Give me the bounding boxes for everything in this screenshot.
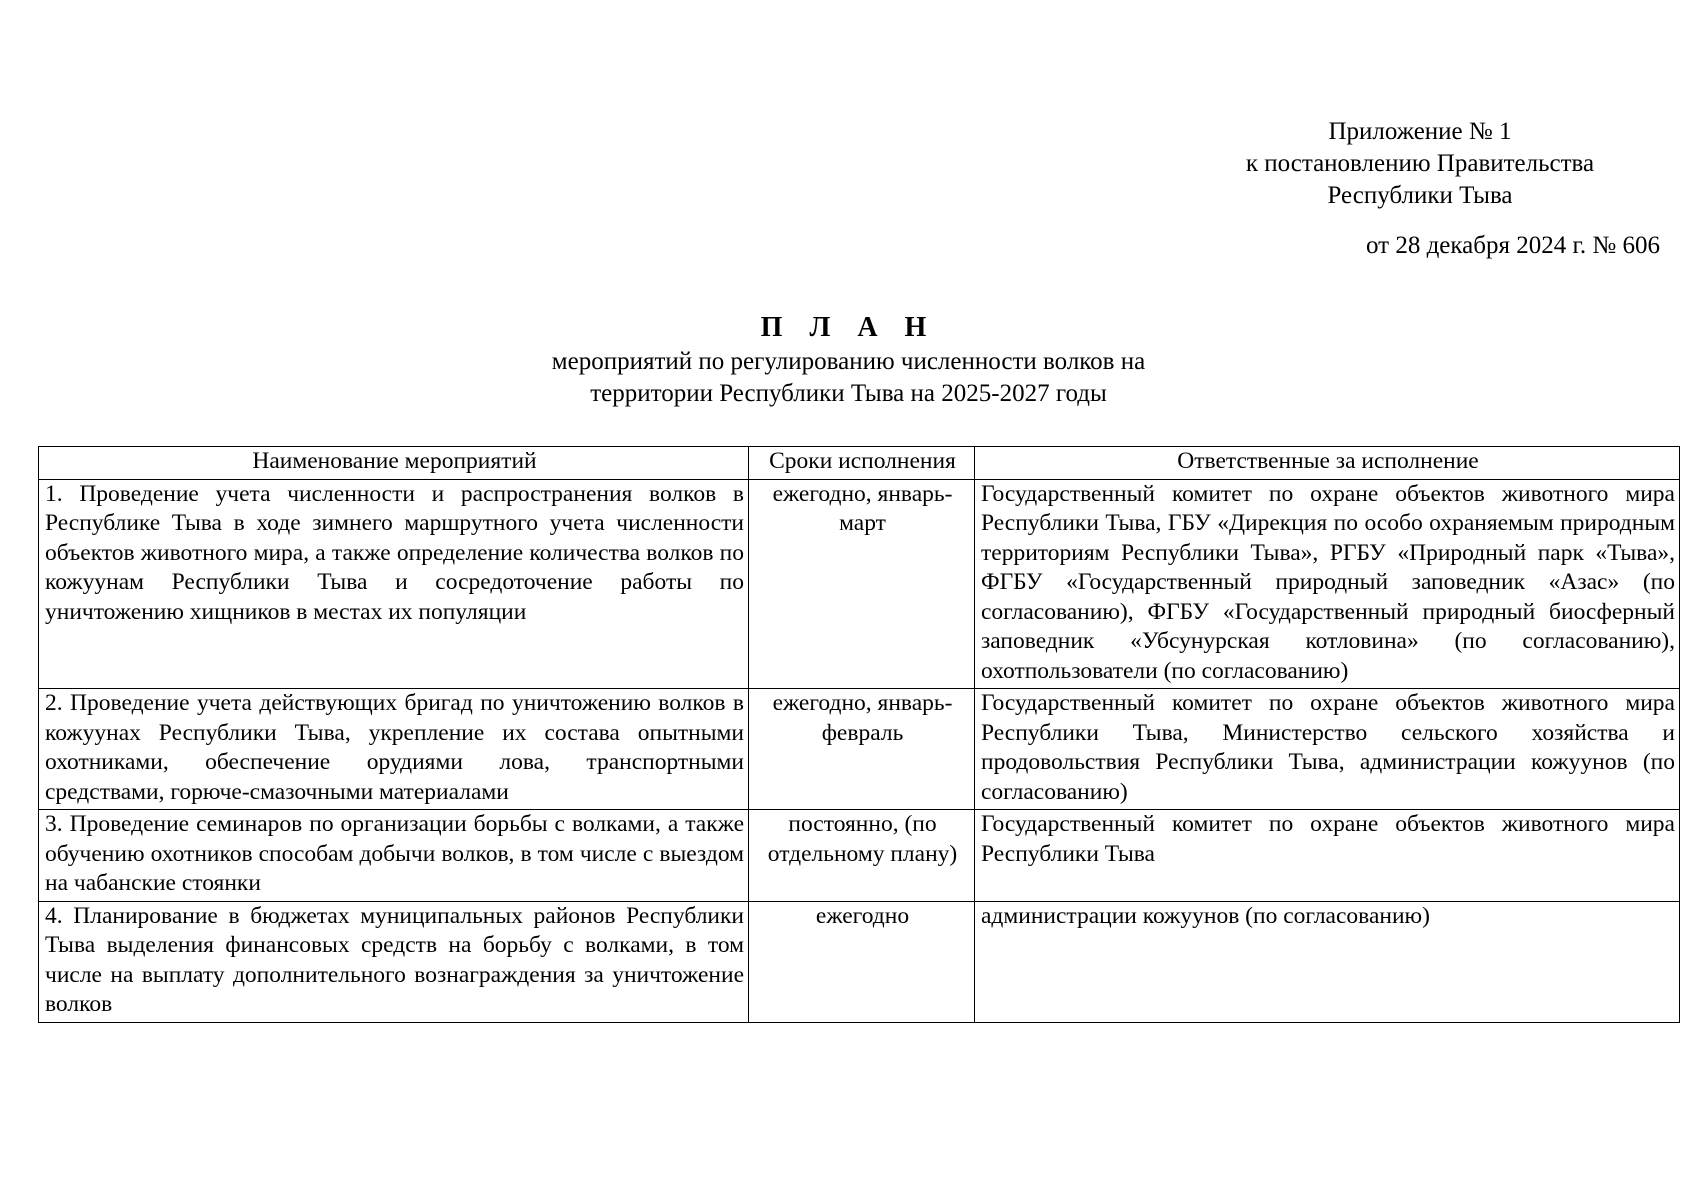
- row-term: ежегодно: [749, 901, 975, 1022]
- appendix-line-1: Приложение № 1: [1328, 118, 1512, 145]
- appendix-line-3: Республики Тыва: [1327, 182, 1513, 209]
- table-row: [39, 810, 1680, 902]
- row-responsible: администрации кожуунов (по согласованию): [975, 901, 1680, 1022]
- row-responsible: Государственный комитет по охране объектов животного мира Республики Тыва, Министерство сельского хозяйства и продовольствия Республики Тыва, администрации кожуунов (по согласованию): [975, 689, 1680, 810]
- row-name: 3. Проведение семинаров по организации борьбы с волками, а также обучению охотников способам добычи волков, в том числе с выездом на чабанские стоянки: [39, 810, 749, 902]
- row-term: постоянно, (по отдельному плану): [749, 810, 975, 902]
- appendix-block: [1240, 116, 1660, 262]
- header-term: Сроки исполнения: [749, 447, 975, 480]
- header-responsible: Ответственные за исполнение: [975, 447, 1680, 480]
- row-term: ежегодно, январь-март: [749, 479, 975, 689]
- row-name: 4. Планирование в бюджетах муниципальных районов Республики Тыва выделения финансовых средств на борьбу с волками, в том числе на выплату дополнительного вознаграждения за уничтожение волков: [39, 901, 749, 1022]
- table-row: [39, 479, 1680, 689]
- table-header-row: [39, 447, 1680, 480]
- row-responsible: Государственный комитет по охране объектов животного мира Республики Тыва: [975, 810, 1680, 902]
- title-subtitle-2: территории Республики Тыва на 2025-2027 годы: [590, 380, 1107, 407]
- header-name: Наименование мероприятий: [39, 447, 749, 480]
- title-plan: П Л А Н: [760, 312, 937, 343]
- row-name: 2. Проведение учета действующих бригад по уничтожению волков в кожуунах Республики Тыва, укрепление их состава опытными охотниками, обеспечение орудиями лова, транспортными средствами, горюче-смазочными материалами: [39, 689, 749, 810]
- table-row: [39, 901, 1680, 1022]
- row-name: 1. Проведение учета численности и распространения волков в Республике Тыва в ходе зимнего маршрутного учета численности объектов животного мира, а также определение количества волков по кожуунам Республики Тыва и сосредоточение работы по уничтожению хищников в местах их популяции: [39, 479, 749, 689]
- title-subtitle-1: мероприятий по регулированию численности волков на: [551, 348, 1146, 375]
- row-term: ежегодно, январь-февраль: [749, 689, 975, 810]
- table-row: [39, 689, 1680, 810]
- appendix-date: от 28 декабря 2024 г. № 606: [1365, 232, 1660, 259]
- plan-table: [38, 446, 1680, 1023]
- row-responsible: Государственный комитет по охране объектов животного мира Республики Тыва, ГБУ «Дирекция по особо охраняемым природным территориям Республики Тыва», РГБУ «Природный парк «Тыва», ФГБУ «Государственный природный заповедник «Азас» (по согласованию), ФГБУ «Государственный природный биосферный заповедник «Убсунурская котловина» (по согласованию), охотпользователи (по согласованию): [975, 479, 1680, 689]
- document-title: [0, 310, 1697, 410]
- appendix-line-2: к постановлению Правительства: [1245, 150, 1595, 177]
